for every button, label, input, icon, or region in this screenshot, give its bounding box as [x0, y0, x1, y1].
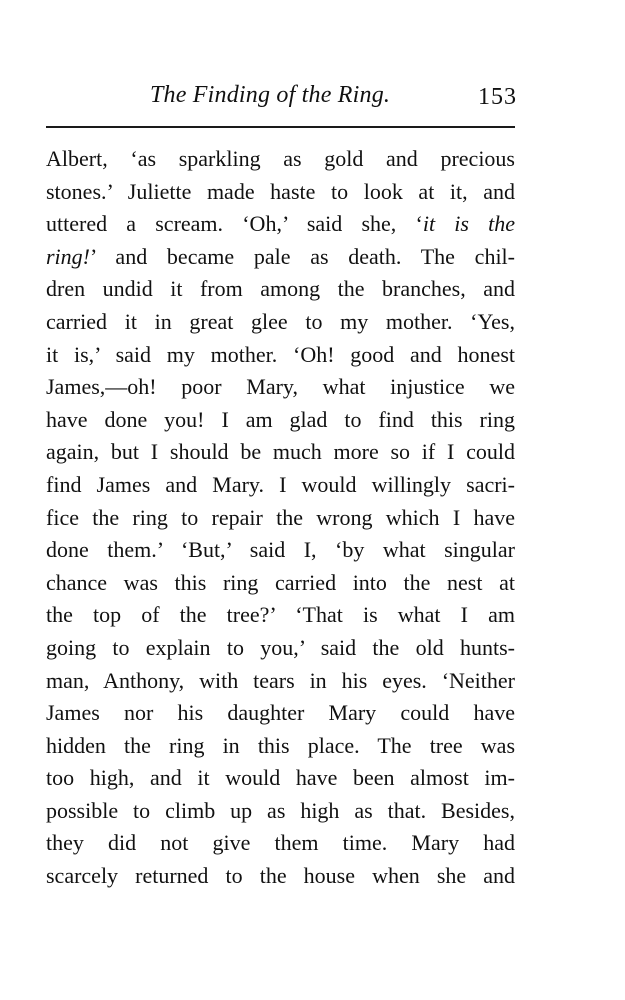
- text-line-6: carried it in great glee to my mother. ‘Yes,: [46, 308, 515, 334]
- text-line-13: done them.’ ‘But,’ said I, ‘by what singular: [46, 537, 515, 563]
- header-rule: [46, 126, 515, 128]
- text-line-16: going to explain to you,’ said the old hunts-: [46, 634, 515, 660]
- text-line-10: again, but I should be much more so if I could: [46, 439, 515, 465]
- text-line-21: possible to climb up as high as that. Besides,: [46, 797, 515, 823]
- text-line-3-italic: it is the: [422, 211, 515, 237]
- text-line-9: have done you! I am glad to find this ring: [46, 406, 515, 432]
- text-line-20: too high, and it would have been almost im-: [46, 765, 515, 791]
- text-line-4-italic: ring!: [46, 243, 90, 269]
- text-line-2: stones.’ Juliette made haste to look at it, and: [46, 178, 515, 204]
- text-line-7: it is,’ said my mother. ‘Oh! good and honest: [46, 341, 515, 367]
- text-line-3: [46, 208, 515, 241]
- text-line-14: chance was this ring carried into the nest at: [46, 569, 515, 595]
- text-line-8: James,—oh! poor Mary, what injustice we: [46, 374, 515, 400]
- text-line-17: man, Anthony, with tears in his eyes. ‘Neither: [46, 667, 515, 693]
- text-line-4-roman: ’ and became pale as death. The chil-: [90, 243, 515, 269]
- text-line-1: Albert, ‘as sparkling as gold and precious: [46, 146, 515, 171]
- text-line-5: dren undid it from among the branches, and: [46, 276, 515, 302]
- text-line-11: find James and Mary. I would willingly sacri-: [46, 471, 515, 497]
- page-number: 153: [478, 84, 517, 110]
- body-text: [46, 143, 515, 893]
- text-line-12: fice the ring to repair the wrong which I have: [46, 504, 515, 530]
- running-title: The Finding of the Ring.: [150, 82, 391, 108]
- text-line-19: hidden the ring in this place. The tree was: [46, 732, 515, 758]
- text-line-15: the top of the tree?’ ‘That is what I am: [46, 602, 515, 628]
- text-line-22: they did not give them time. Mary had: [46, 830, 515, 856]
- text-line-18: James nor his daughter Mary could have: [46, 700, 515, 726]
- text-line-23: scarcely returned to the house when she and: [46, 863, 515, 889]
- text-line-4: [46, 241, 515, 274]
- text-line-3-roman: uttered a scream. ‘Oh,’ said she, ‘: [46, 211, 423, 237]
